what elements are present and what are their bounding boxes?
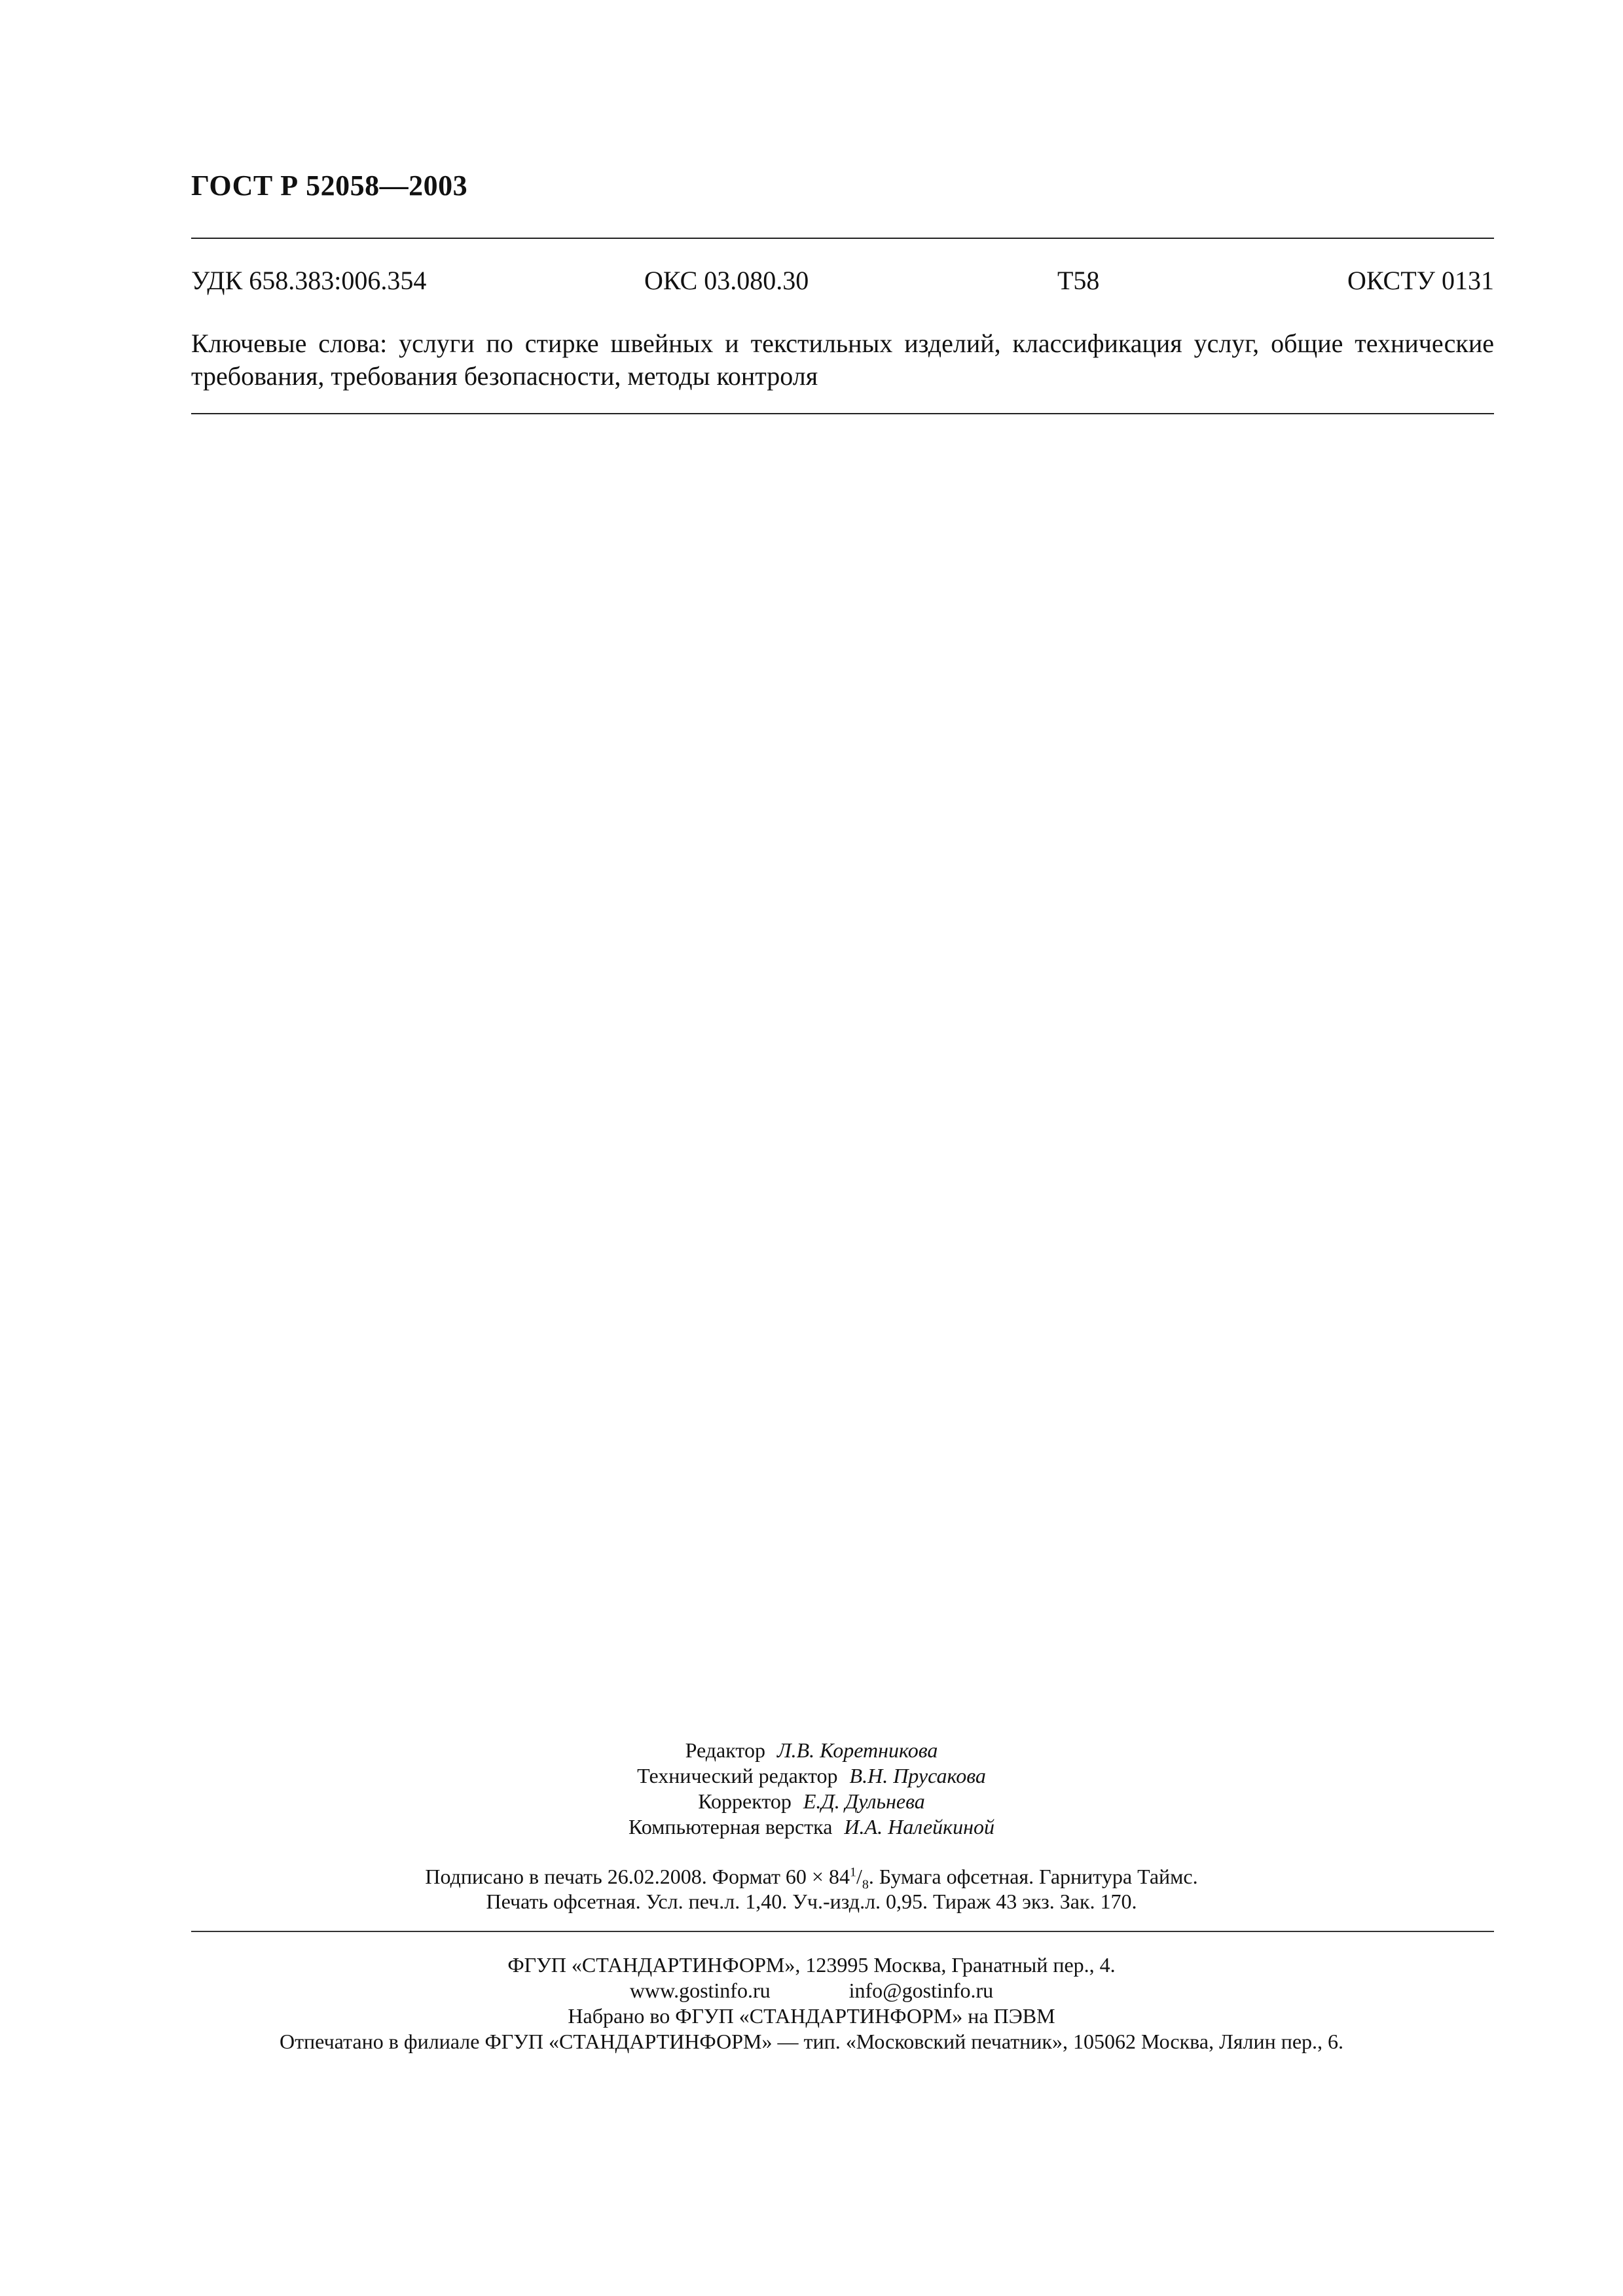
okstu-code: ОКСТУ 0131	[1347, 266, 1494, 295]
print-info-line-1-start: Подписано в печать 26.02.2008. Формат 60 × 84	[425, 1865, 850, 1888]
publisher-contacts	[0, 1978, 1623, 2003]
publisher-divider	[191, 1931, 1494, 1932]
format-fraction: $^1/_8$	[849, 1865, 869, 1892]
classification-row	[191, 265, 1494, 302]
print-info-block	[0, 1864, 1623, 1914]
credit-layout-name: И.А. Налейкиной	[844, 1815, 994, 1839]
credit-editor	[0, 1738, 1623, 1763]
credit-tech-editor-label: Технический редактор	[637, 1764, 838, 1787]
publisher-block	[0, 1952, 1623, 2054]
udk-code: УДК 658.383:006.354	[191, 266, 427, 295]
credit-tech-editor-name: В.Н. Прусакова	[849, 1764, 986, 1787]
keywords-divider	[191, 413, 1494, 414]
print-info-line-2: Печать офсетная. Усл. печ.л. 1,40. Уч.-изд.л. 0,95. Тираж 43 экз. Зак. 170.	[486, 1890, 1137, 1913]
publisher-email-link[interactable]: info@gostinfo.ru	[848, 1979, 994, 2002]
credit-layout	[0, 1814, 1623, 1840]
publisher-printed: Отпечатано в филиале ФГУП «СТАНДАРТИНФОРМ» — тип. «Московский печатник», 105062 Москва, Лялин пер., 6.	[279, 2030, 1344, 2053]
publisher-website-link[interactable]: www.gostinfo.ru	[629, 1979, 771, 2002]
publisher-address: ФГУП «СТАНДАРТИНФОРМ», 123995 Москва, Гранатный пер., 4.	[507, 1953, 1116, 1977]
publisher-typeset: Набрано во ФГУП «СТАНДАРТИНФОРМ» на ПЭВМ	[568, 2004, 1055, 2028]
credit-editor-name: Л.В. Коретникова	[776, 1738, 938, 1762]
print-info-line-1	[0, 1864, 1623, 1892]
oks-code: ОКС 03.080.30	[644, 266, 809, 295]
format-fraction-denominator: 8	[862, 1877, 869, 1892]
credit-editor-label: Редактор	[685, 1738, 765, 1762]
print-info-line-1-end: . Бумага офсетная. Гарнитура Таймс.	[868, 1865, 1198, 1888]
document-code: ГОСТ Р 52058—2003	[191, 170, 468, 202]
credits-block	[0, 1738, 1623, 1840]
format-fraction-numerator: 1	[849, 1865, 856, 1880]
credit-corrector-name: Е.Д. Дульнева	[803, 1789, 925, 1813]
credit-tech-editor	[0, 1763, 1623, 1789]
top-divider	[191, 238, 1494, 239]
credit-layout-label: Компьютерная верстка	[629, 1815, 833, 1839]
credit-corrector-label: Корректор	[698, 1789, 792, 1813]
t-code: Т58	[1057, 266, 1100, 295]
credit-corrector	[0, 1789, 1623, 1814]
keywords-paragraph: Ключевые слова: услуги по стирке швейных и текстильных изделий, классификация услуг, общие технические требования, требования безопасности, методы контроля	[191, 329, 1494, 391]
